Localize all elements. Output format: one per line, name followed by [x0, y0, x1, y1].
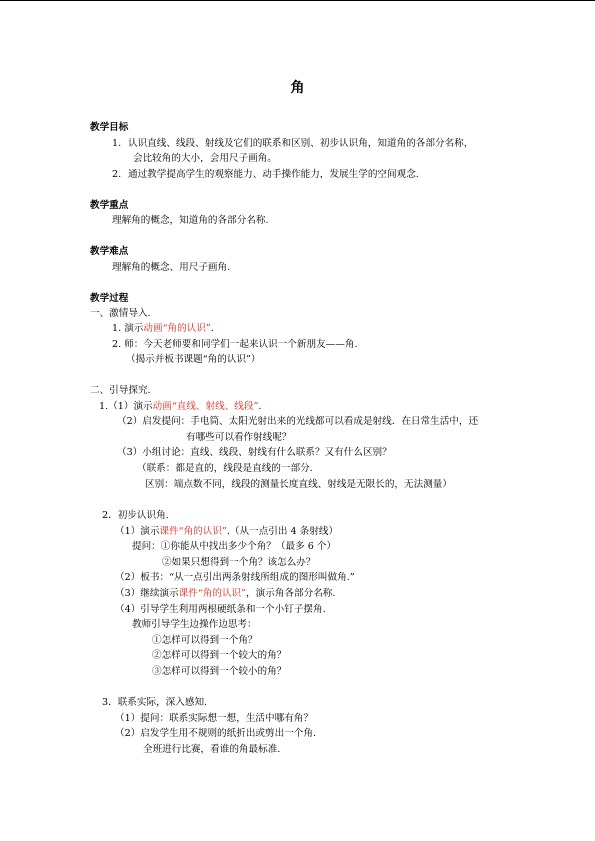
difficulties-heading: 教学难点: [90, 246, 129, 257]
part2-2-1: [115, 525, 338, 538]
part2-2-title: 2．初步认识角.: [102, 510, 169, 521]
process-heading: 教学过程: [90, 293, 129, 304]
part2-3-1: （1）提问：联系实际想一想，生活中哪有角？: [115, 713, 313, 724]
part2-title: 二、引导探究.: [90, 385, 151, 396]
part2-1-2-line-1: （2）启发提问：手电筒、太阳光射出来的光线都可以看成是射线．在日常生活中，还: [117, 416, 479, 427]
part2-1-1-prefix: 1.（1）演示: [99, 401, 153, 412]
goal-1-line-1: 认识直线、线段、射线及它们的联系和区别、初步认识角，知道角的各部分名称，: [128, 138, 474, 149]
part1-step1: [112, 322, 214, 335]
part2-1-1-animation-link: 动画“直线、射线、线段”: [152, 401, 259, 412]
part2-3-title: 3．联系实际，深入感知.: [102, 697, 208, 708]
part2-2-1-question-1: 提问：①你能从中找出多少个角？（最多 6 个）: [132, 541, 337, 552]
part2-1-2-line-2: 有哪些可以看作射线呢？: [186, 432, 292, 443]
key-points-heading: 教学重点: [90, 200, 129, 211]
difficulties-text: 理解角的概念、用尺子画角.: [112, 262, 231, 273]
goal-2-line-1: 通过教学提高学生的观察能力、动手操作能力，发展生学的空间观念.: [128, 169, 419, 180]
part1-step1-prefix: 1. 演示: [112, 323, 144, 334]
goal-1-number: 1.: [112, 138, 122, 149]
part2-1-3-relation: （联系：都是直的，线段是直线的一部分.: [137, 463, 313, 474]
page-title: 角: [290, 80, 305, 96]
part2-1-3-difference: 区别：端点数不同，线段的测量长度直线、射线是无限长的，无法测量）: [145, 479, 452, 490]
part2-1-1: [99, 400, 261, 413]
part2-2-3: [115, 587, 335, 600]
part2-1-1-suffix: .: [258, 401, 262, 412]
part2-3-2-contest: 全班进行比赛，看谁的角最标准.: [143, 744, 281, 755]
part2-2-3-courseware-link: 课件“角的认识”: [178, 588, 247, 599]
part2-2-1-suffix: .（从一点引出 4 条射线）: [226, 526, 339, 537]
part1-title: 一、激情导入.: [90, 308, 151, 319]
part1-step1-courseware-link: 动画“角的认识”: [143, 323, 211, 334]
part2-3-2: （2）启发学生用不规则的纸折出或剪出一个角.: [115, 728, 317, 739]
part1-step2: 2. 师：今天老师要和同学们一起来认识一个新朋友——角.: [112, 339, 358, 350]
part1-step1-suffix: .: [210, 323, 214, 334]
part2-1-3: （3）小组讨论：直线、线段、射线有什么联系？又有什么区别？: [117, 447, 392, 458]
part2-2-1-question-2: ②如果只想得到一个角？该怎么办？: [162, 557, 316, 568]
part2-2-4-guide: 教师引导学生边操作边思考：: [132, 619, 257, 630]
part2-2-3-prefix: （3）继续演示: [115, 588, 179, 599]
part2-2-3-suffix: ，演示角各部分名称.: [246, 588, 336, 599]
part2-2-2: （2）板书：“从一点引出两条射线所组成的图形叫做角.”: [115, 572, 355, 583]
part2-2-4-question-1: ①怎样可以得到一个角？: [152, 635, 258, 646]
goals-heading: 教学目标: [90, 122, 129, 133]
key-points-text: 理解角的概念，知道角的各部分名称.: [112, 215, 269, 226]
part2-2-4: （4）引导学生利用两根硬纸条和一个小钉子摆角.: [115, 604, 326, 615]
part1-step2-note: （揭示并板书课题“角的认识”）: [126, 354, 261, 365]
part2-2-4-question-3: ③怎样可以得到一个较小的角？: [152, 666, 287, 677]
goal-2-number: 2.: [112, 169, 122, 180]
part2-2-1-prefix: （1）演示: [115, 526, 160, 537]
part2-2-4-question-2: ②怎样可以得到一个较大的角？: [152, 650, 287, 661]
part2-2-1-courseware-link: 课件“角的认识”: [159, 526, 227, 537]
goal-1-line-2: 会比较角的大小，会用尺子画角。: [133, 153, 277, 164]
